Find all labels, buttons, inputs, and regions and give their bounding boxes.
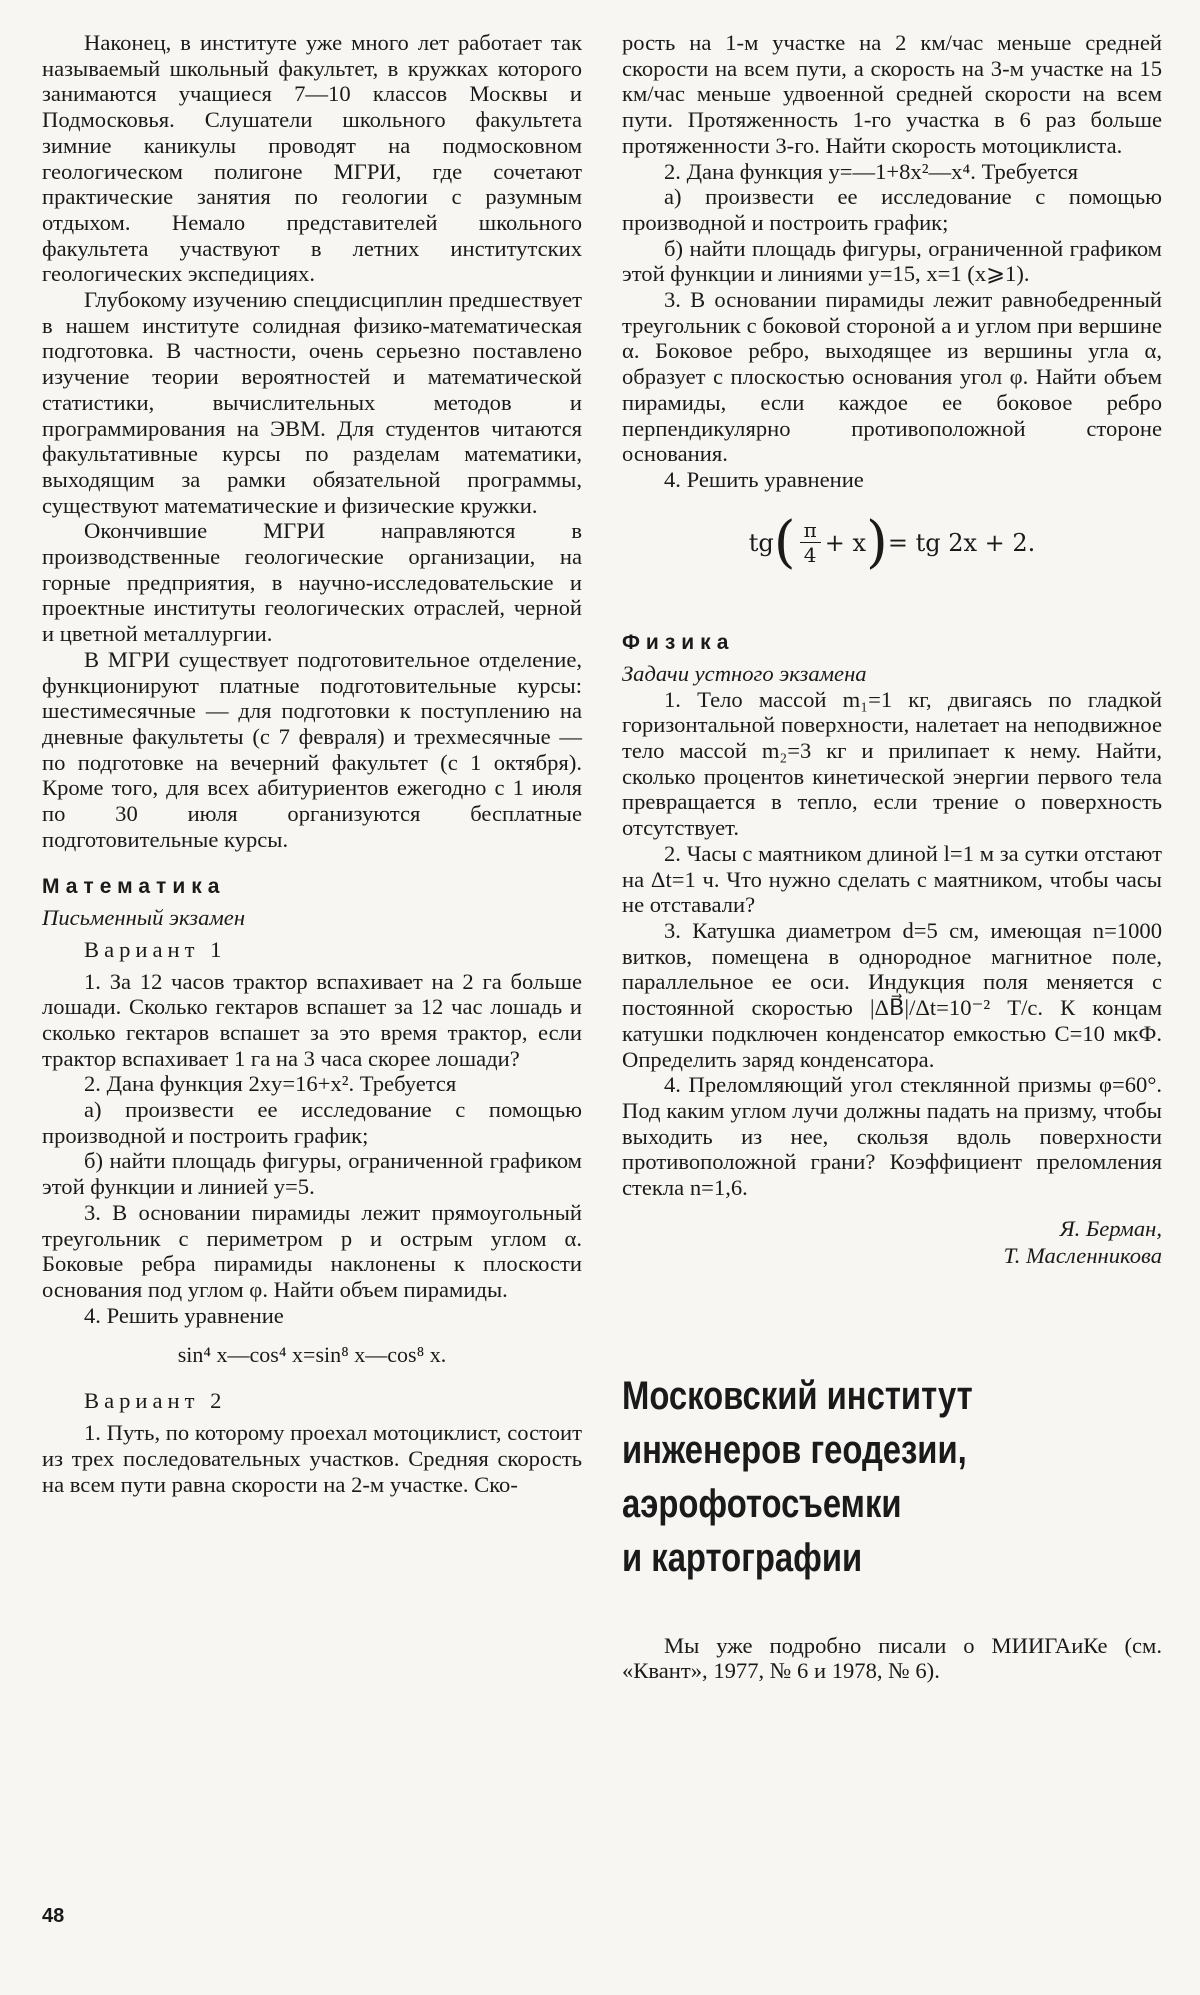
eq-rhs: = tg 2x + 2. — [887, 528, 1036, 557]
written-exam-subheading: Письменный экзамен — [42, 904, 246, 930]
right-paren: ) — [866, 509, 888, 575]
oral-exam-subheading: Задачи устного экзамена — [622, 660, 867, 686]
tangent-equation — [622, 509, 1162, 575]
frac-numerator: π — [800, 518, 821, 543]
authors — [622, 1215, 1162, 1269]
v2-task-2a: а) произвести ее исследование с помощью производной и построить график; — [622, 184, 1162, 235]
institute-title — [622, 1369, 1147, 1585]
physics-task-2: 2. Часы с маятником длиной l=1 м за сутки отстают на Δt=1 ч. Что нужно сделать с маятником, чтобы часы не отставали? — [622, 840, 1162, 918]
eq-plus-x: + x — [824, 528, 866, 557]
v1-task-2b: б) найти площадь фигуры, ограниченной графиком этой функции и линией y=5. — [42, 1148, 582, 1200]
author-maslennikova: Т. Масленникова — [1003, 1242, 1162, 1268]
paragraph-graduates: Окончившие МГРИ направляются в производственные геологические организации, на горные предприятия, в научно-исследовательские и проектные институты геологических отраслей, черной и цветной металлургии. — [42, 518, 582, 647]
v1-equation: sin⁴ x—cos⁴ x=sin⁸ x—cos⁸ x. — [177, 1342, 447, 1368]
eq-tg: tg — [748, 528, 774, 557]
title-line-2: инженеров геодезии, — [622, 1427, 967, 1472]
v2-task-2: 2. Дана функция y=—1+8x²—x⁴. Требуется — [664, 158, 1079, 184]
paragraph-prep-courses: В МГРИ существует подготовительное отделение, функционируют платные подготовительные курсы: шестимесячные — для подготовки к поступлению на дневные факультеты (с 7 февраля) и трехмесячные — по подготовке на вечерний факультет (с 1 октября). Кроме того, для всех абитуриентов ежегодно с 1 июля по 30 июля организуются бесплатные подготовительные курсы. — [42, 646, 582, 852]
page-number: 48 — [42, 1905, 65, 1927]
right-column — [622, 30, 1162, 1684]
title-line-3: аэрофотосъемки — [622, 1481, 902, 1526]
v1-task-3: 3. В основании пирамиды лежит прямоугольный треугольник с периметром p и острым углом α. Боковые ребра пирамиды наклонены к плоскости основания под углом φ. Найти объем пирамиды. — [42, 1199, 582, 1302]
title-line-1: Московский институт — [622, 1373, 973, 1418]
left-paren: ( — [773, 509, 796, 575]
v2-task-3: 3. В основании пирамиды лежит равнобедренный треугольник с боковой стороной a и углом при вершине α. Боковое ребро, выходящее из вершины угла α, образует с плоскостью основания угол φ. Найти объем пирамиды, если каждое ее боковое ребро перпендикулярно противоположной стороне основания. — [622, 287, 1162, 467]
variant-1-label: Вариант 1 — [84, 936, 227, 962]
v2-task-1-start: 1. Путь, по которому проехал мотоциклист, состоит из трех последовательных участков. Средняя скорость на всем пути равна скорости на 2-м участке. Ско- — [42, 1420, 582, 1497]
v1-task-2: 2. Дана функция 2xy=16+x². Требуется — [84, 1071, 457, 1097]
physics-task-3: 3. Катушка диаметром d=5 см, имеющая n=1000 витков, помещена в однородное магнитное поле, параллельное ее оси. Индукция поля меняется с постоянной скоростью |ΔB⃗|/Δt=10⁻² Т/с. К концам катушки подключен конденсатор емкостью C=10 мкФ. Определить заряд конденсатора. — [622, 917, 1162, 1072]
physics-task-4: 4. Преломляющий угол стеклянной призмы φ=60°. Под каким углом лучи должны падать на призму, чтобы выходить из нее, скользя вдоль поверхности противоположной грани? Коэффициент преломления стекла n=1,6. — [622, 1072, 1162, 1201]
physics-task-1: 1. Тело массой m₁=1 кг, двигаясь по гладкой горизонтальной поверхности, налетает на неподвижное тело массой m₂=3 кг и прилипает к нему. Найти, сколько процентов кинетической энергии первого тела превращается в тепло, если трение о поверхность отсутствует. — [622, 686, 1162, 841]
final-paragraph: Мы уже подробно писали о МИИГАиКе (см. «Квант», 1977, № 6 и 1978, № 6). — [622, 1632, 1162, 1684]
math-heading: Математика — [42, 874, 226, 898]
pi-over-four — [800, 518, 821, 567]
title-line-4: и картографии — [622, 1535, 863, 1580]
v2-task-1-continued: рость на 1-м участке на 2 км/час меньше средней скорости на всем пути, а скорость на 3-м участке на 15 км/час меньше удвоенной средней скорости на всем пути. Протяженность 1-го участка в 6 раз больше протяженности 3-го. Найти скорость мотоциклиста. — [622, 30, 1162, 158]
author-berman: Я. Берман, — [1059, 1215, 1162, 1241]
frac-denominator: 4 — [803, 543, 817, 568]
v2-task-2b: б) найти площадь фигуры, ограниченной графиком этой функции и линиями y=15, x=1 (x⩾1). — [622, 235, 1162, 287]
left-column — [42, 30, 582, 1497]
v1-task-1: 1. За 12 часов трактор вспахивает на 2 га больше лошади. Сколько гектаров вспашет за 12 час лошадь и сколько гектаров вспашет за это время трактор, если трактор вспахивает 1 га на 3 часа скорее лошади? — [42, 968, 582, 1071]
v1-task-2a: а) произвести ее исследование с помощью производной и построить график; — [42, 1097, 582, 1148]
paragraph-school-faculty: Наконец, в институте уже много лет работает так называемый школьный факультет, в кружках которого занимаются учащиеся 7—10 классов Москвы и Подмосковья. Слушатели школьного факультета зимние каникулы проводят на подмосковном геологическом полигоне МГРИ, где сочетают практические занятия по геологии с разумным отдыхом. Немало представителей школьного факультета участвуют в летних институтских геологических экспедициях. — [42, 30, 582, 287]
paragraph-math-training: Глубокому изучению спецдисциплин предшествует в нашем институте солидная физико-математическая подготовка. В частности, очень серьезно поставлено изучение теории вероятностей и математической статистики, вычислительных методов и программирования на ЭВМ. Для студентов читаются факультативные курсы по разделам математики, выходящим за рамки обязательной программы, существуют математические и физические кружки. — [42, 287, 582, 518]
physics-heading: Физика — [622, 630, 735, 654]
variant-2-label: Вариант 2 — [84, 1388, 227, 1414]
v2-task-4: 4. Решить уравнение — [664, 466, 864, 492]
v1-task-4: 4. Решить уравнение — [84, 1302, 284, 1328]
